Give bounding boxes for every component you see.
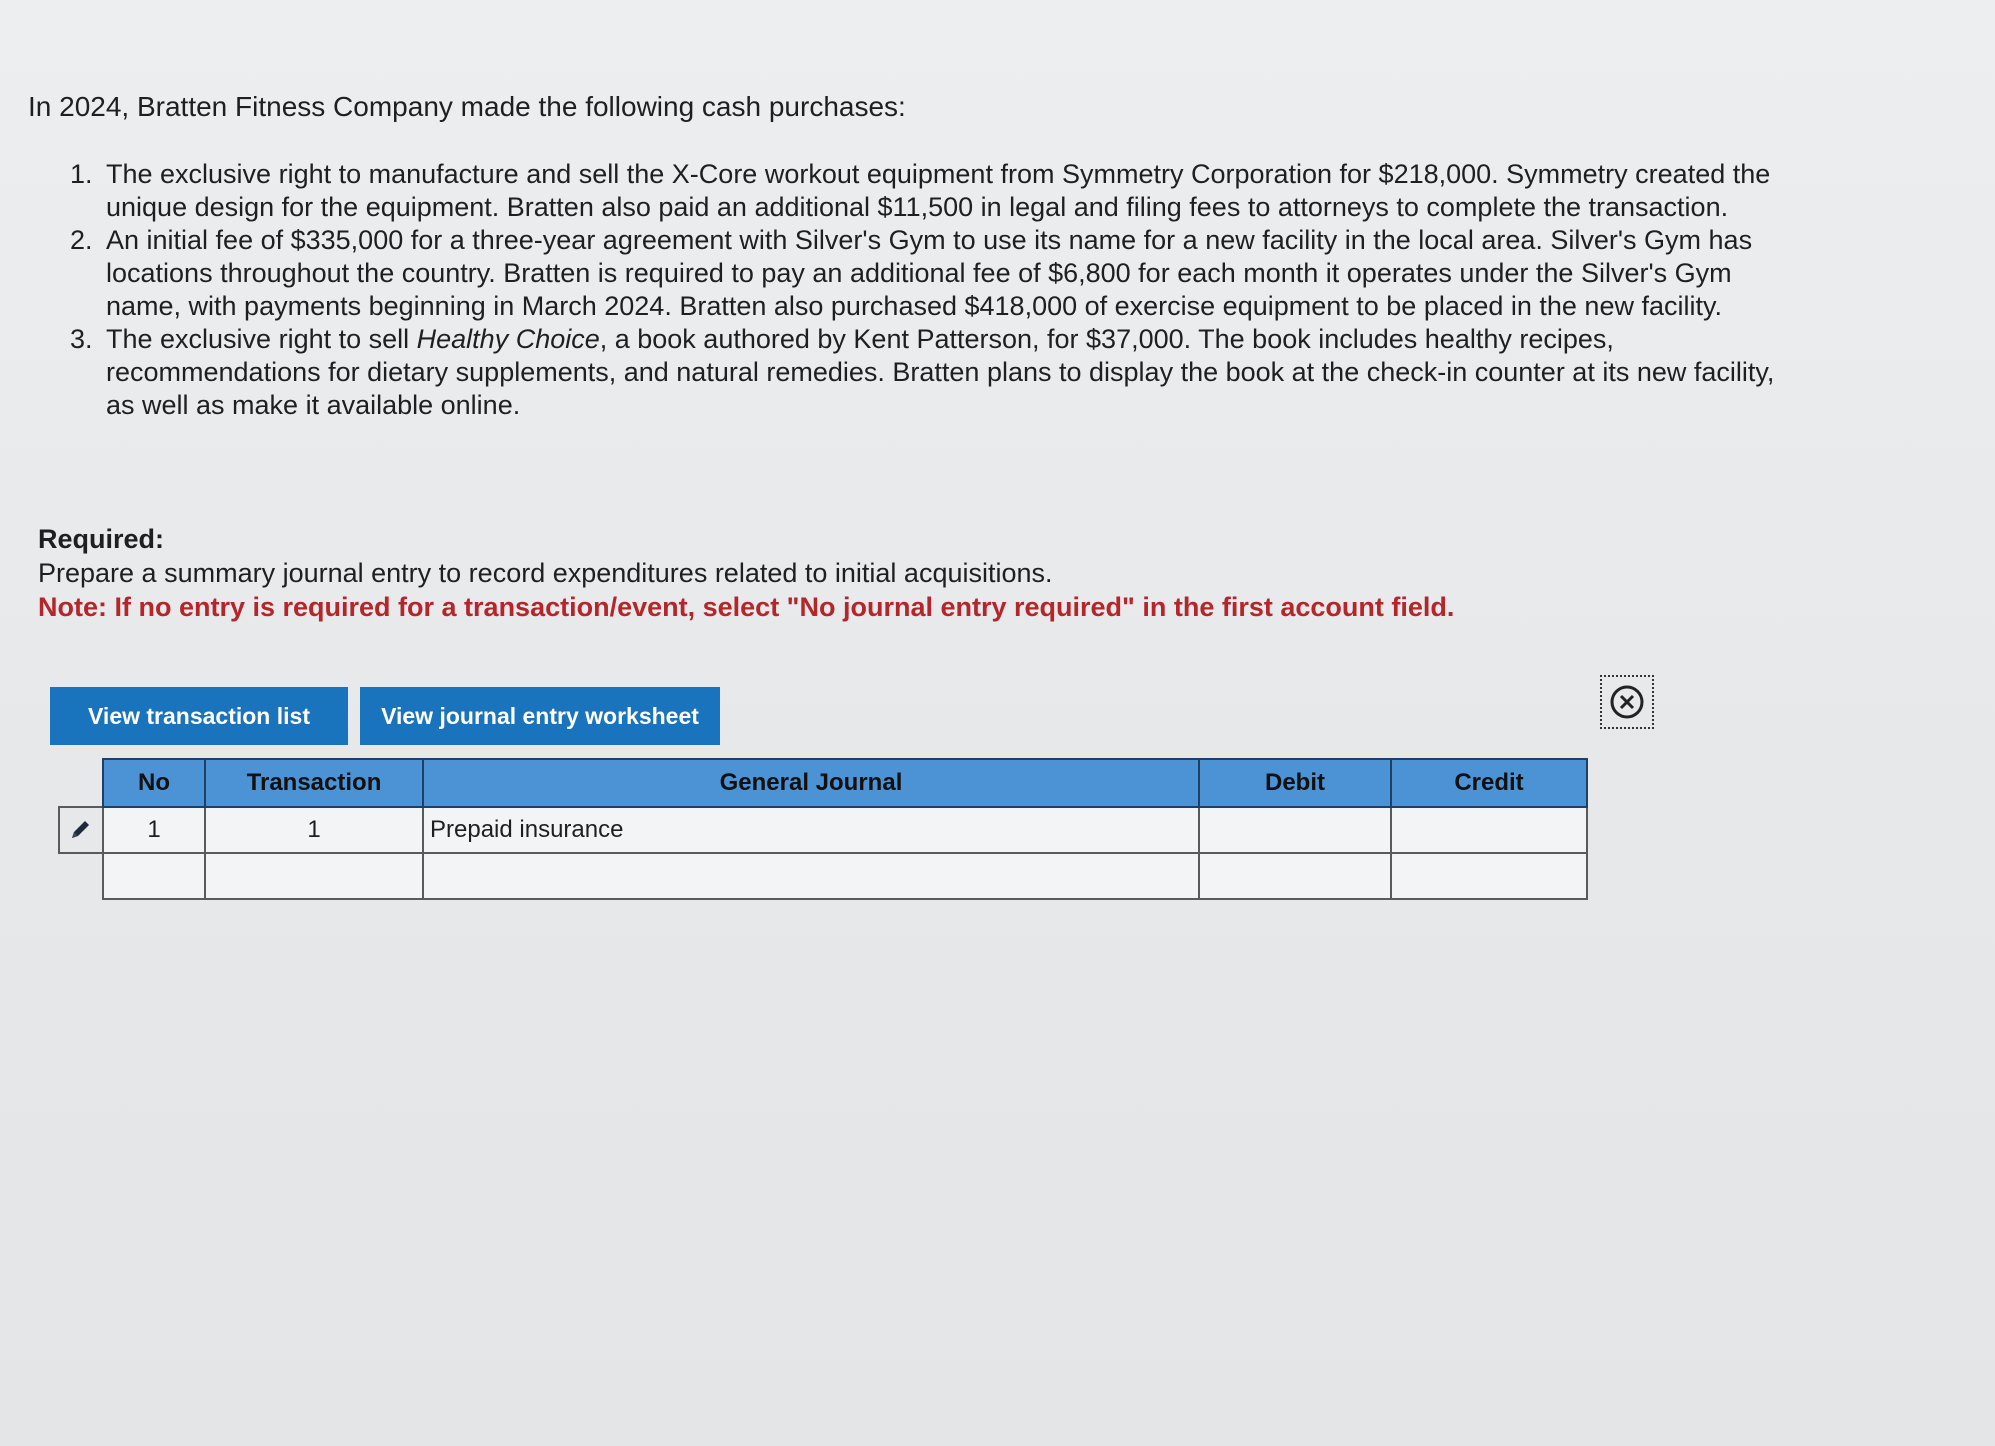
list-number: 2.	[70, 225, 93, 255]
cell-debit[interactable]	[1199, 807, 1391, 853]
cell-credit[interactable]	[1391, 853, 1587, 899]
table-row[interactable]	[59, 807, 1587, 853]
column-header-transaction: Transaction	[205, 759, 423, 807]
cell-transaction	[205, 853, 423, 899]
cell-no	[103, 853, 205, 899]
column-header-credit: Credit	[1391, 759, 1587, 807]
view-journal-entry-worksheet-button[interactable]: View journal entry worksheet	[360, 687, 720, 745]
column-header-general-journal: General Journal	[423, 759, 1199, 807]
list-text: The exclusive right to manufacture and sell the X-Core workout equipment from Symmetry Corporation for $218,000. Symmetry created the unique design for the equipment. Bratten also paid an additional $11,500 in legal and filing fees to attorneys to complete the transaction.	[106, 159, 1771, 222]
journal-table	[58, 758, 1588, 900]
list-number: 1.	[70, 159, 93, 189]
intro-text: In 2024, Bratten Fitness Company made the following cash purchases:	[28, 91, 906, 122]
list-text: An initial fee of $335,000 for a three-year agreement with Silver's Gym to use its name for a new facility in the local area. Silver's Gym has locations throughout the country. Bratten is required to pay an additional fee of $6,800 for each month it operates under the Silver's Gym name, with payments beginning in March 2024. Bratten also purchased $418,000 of exercise equipment to be placed in the new facility.	[106, 225, 1753, 321]
close-button[interactable]	[1600, 675, 1654, 729]
required-label: Required:	[38, 524, 165, 554]
edit-cell-empty	[59, 853, 103, 899]
list-text-after: , a book authored by Kent Patterson, for $37,000. The book includes healthy recipes, recommendations for dietary supplements, and natural remedies. Bratten plans to display the book at the check-in counter at its new facility, as well as make it available online.	[106, 324, 1775, 420]
cell-credit[interactable]	[1391, 807, 1587, 853]
column-header-debit: Debit	[1199, 759, 1391, 807]
purchase-list	[70, 158, 1810, 422]
list-item	[70, 224, 1810, 323]
book-title: Healthy Choice	[416, 324, 600, 354]
edit-cell[interactable]	[59, 807, 103, 853]
list-item	[70, 323, 1810, 422]
cell-transaction: 1	[205, 807, 423, 853]
list-text-before: The exclusive right to sell	[106, 324, 417, 354]
view-transaction-list-button[interactable]: View transaction list	[50, 687, 348, 745]
pencil-icon[interactable]	[66, 816, 96, 844]
required-section	[38, 522, 1638, 624]
required-instruction: Prepare a summary journal entry to record expenditures related to initial acquisitions.	[38, 558, 1053, 588]
cell-debit[interactable]	[1199, 853, 1391, 899]
close-circle-icon	[1607, 682, 1647, 722]
edit-column-header	[59, 759, 103, 807]
required-note: Note: If no entry is required for a transaction/event, select "No journal entry required" in the first account field.	[38, 592, 1455, 622]
list-text	[106, 323, 1810, 422]
list-number: 3.	[70, 324, 93, 354]
cell-account[interactable]: Prepaid insurance	[423, 807, 1199, 853]
column-header-no: No	[103, 759, 205, 807]
cell-account[interactable]	[423, 853, 1199, 899]
cell-no: 1	[103, 807, 205, 853]
list-item	[70, 158, 1810, 224]
table-header-row	[59, 759, 1587, 807]
table-row[interactable]	[59, 853, 1587, 899]
